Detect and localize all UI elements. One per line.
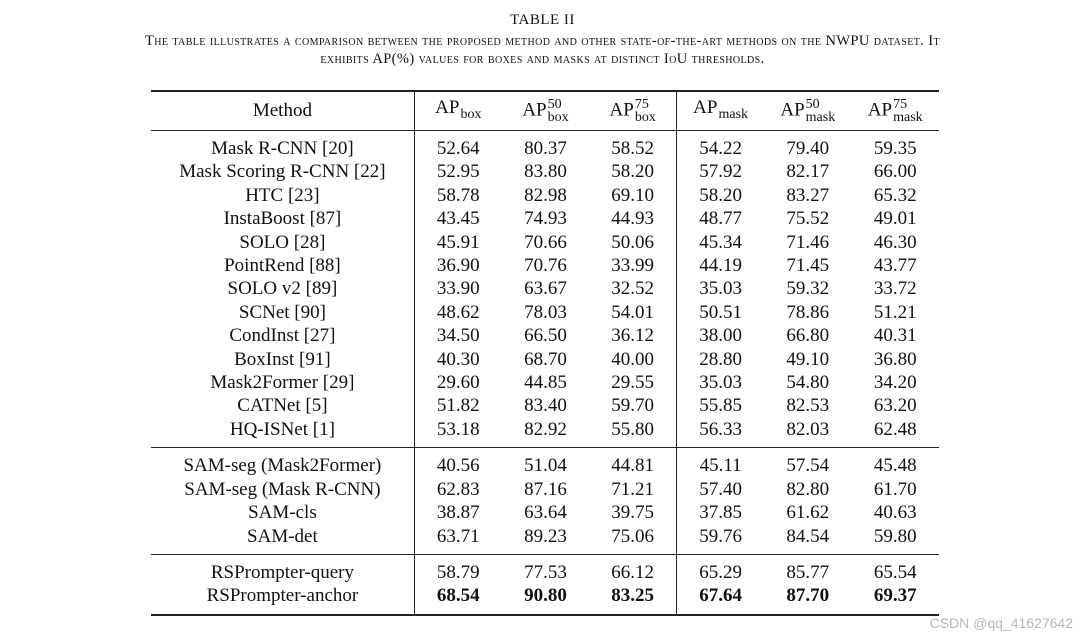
- table-row: [151, 501, 939, 524]
- value-cell: 65.32: [873, 184, 917, 206]
- value-cell: 36.90: [414, 254, 501, 277]
- table-row: [151, 584, 939, 614]
- value-cell: 83.40: [524, 395, 567, 417]
- value-cell: 83.27: [786, 184, 830, 206]
- value-cell: 74.93: [524, 208, 567, 230]
- method-cell: PointRend [88]: [224, 255, 341, 277]
- value-cell: 66.80: [786, 325, 830, 347]
- value-cell: 59.35: [873, 138, 917, 159]
- table-row: [151, 554, 939, 584]
- value-cell: 45.34: [677, 231, 764, 254]
- value-cell: 54.01: [611, 301, 655, 323]
- method-cell: BoxInst [91]: [234, 348, 331, 370]
- value-cell: 28.80: [677, 348, 764, 371]
- value-cell: 51.82: [414, 394, 501, 417]
- method-cell: InstaBoost [87]: [223, 208, 342, 230]
- method-cell: SAM-det: [247, 525, 318, 547]
- value-cell: 70.76: [524, 255, 567, 277]
- value-cell: 78.86: [786, 301, 830, 323]
- watermark: CSDN @qq_41627642: [929, 615, 1073, 631]
- value-cell: 75.06: [611, 525, 655, 547]
- header-ap-mask: $AP_{mask}$: [677, 91, 764, 131]
- table-row: [151, 525, 939, 555]
- value-cell: 34.20: [873, 372, 917, 394]
- value-cell: 48.62: [414, 301, 501, 324]
- value-cell: 51.04: [524, 455, 567, 477]
- value-cell: 61.70: [873, 478, 917, 500]
- method-cell: Mask R-CNN [20]: [211, 138, 354, 159]
- value-cell: 33.99: [611, 255, 655, 277]
- value-cell: 40.31: [873, 325, 917, 347]
- value-cell: 40.00: [611, 348, 655, 370]
- value-cell: 66.00: [873, 161, 917, 183]
- results-table: [151, 90, 939, 616]
- value-cell: 71.46: [786, 231, 830, 253]
- table-row: [151, 371, 939, 394]
- value-cell: 59.76: [677, 525, 764, 555]
- value-cell: 56.33: [677, 418, 764, 448]
- value-cell: 58.78: [414, 184, 501, 207]
- value-cell: 44.19: [677, 254, 764, 277]
- table-row: [151, 231, 939, 254]
- value-cell: 82.17: [786, 161, 830, 183]
- value-cell: 82.53: [786, 395, 830, 417]
- table-row: [151, 394, 939, 417]
- value-cell: 54.22: [677, 131, 764, 161]
- value-cell: 40.56: [414, 448, 501, 478]
- value-cell: 38.87: [414, 501, 501, 524]
- value-cell: 59.32: [786, 278, 830, 300]
- value-cell: 78.03: [524, 301, 567, 323]
- method-cell: Mask2Former [29]: [210, 372, 355, 394]
- value-cell: 65.54: [873, 561, 917, 583]
- table-row: [151, 348, 939, 371]
- value-cell: 44.81: [611, 455, 655, 477]
- value-cell: 68.70: [524, 348, 567, 370]
- value-cell: 45.48: [873, 455, 917, 477]
- value-cell: 89.23: [524, 525, 567, 547]
- value-cell: 43.77: [873, 255, 917, 277]
- method-cell: SCNet [90]: [238, 301, 326, 323]
- value-cell: 85.77: [786, 561, 830, 583]
- table-row: [151, 131, 939, 161]
- value-cell: 63.71: [414, 525, 501, 555]
- value-cell: 82.80: [786, 478, 830, 500]
- value-cell: 52.95: [414, 160, 501, 183]
- value-cell: 36.80: [873, 348, 917, 370]
- value-cell: 34.50: [414, 324, 501, 347]
- value-cell: 52.64: [414, 131, 501, 161]
- header-ap50-mask: AP 50 mask: [780, 97, 836, 125]
- value-cell: 43.45: [414, 207, 501, 230]
- value-cell: 46.30: [873, 231, 917, 253]
- caption-line-2: exhibits AP(%) values for boxes and masks at distinct IoU thresholds.: [320, 51, 765, 67]
- value-cell: 58.20: [611, 161, 655, 183]
- value-cell: 35.03: [677, 371, 764, 394]
- value-cell: 70.66: [524, 231, 567, 253]
- value-cell: 80.37: [524, 138, 567, 159]
- value-cell: 84.54: [786, 525, 830, 547]
- value-cell: 51.21: [873, 301, 917, 323]
- header-method: Method: [252, 100, 312, 121]
- value-cell: 54.80: [786, 372, 830, 394]
- value-cell: 29.60: [414, 371, 501, 394]
- table-title: TABLE II: [510, 12, 575, 28]
- value-cell: 32.52: [611, 278, 655, 300]
- table-row: [151, 207, 939, 230]
- value-cell: 38.00: [677, 324, 764, 347]
- value-cell: 40.30: [414, 348, 501, 371]
- value-cell: 83.25: [611, 585, 655, 607]
- value-cell: 82.92: [524, 418, 567, 440]
- value-cell: 71.21: [611, 478, 655, 500]
- value-cell: 40.63: [873, 502, 917, 524]
- method-cell: Mask Scoring R-CNN [22]: [179, 161, 386, 183]
- table-row: [151, 478, 939, 501]
- value-cell: 65.29: [677, 554, 764, 584]
- header-ap75-box: AP 75 box: [609, 97, 656, 125]
- value-cell: 57.92: [677, 160, 764, 183]
- value-cell: 63.64: [524, 502, 567, 524]
- table-row: [151, 301, 939, 324]
- value-cell: 29.55: [611, 372, 655, 394]
- value-cell: 82.03: [786, 418, 830, 440]
- value-cell: 62.48: [873, 418, 917, 440]
- method-cell: RSPrompter-anchor: [206, 585, 359, 607]
- value-cell: 58.79: [414, 554, 501, 584]
- value-cell: 49.01: [873, 208, 917, 230]
- value-cell: 45.91: [414, 231, 501, 254]
- table-row: [151, 277, 939, 300]
- value-cell: 57.40: [677, 478, 764, 501]
- table-row: [151, 418, 939, 448]
- value-cell: 61.62: [786, 502, 830, 524]
- method-cell: CondInst [27]: [229, 325, 336, 347]
- method-cell: SAM-cls: [248, 502, 317, 524]
- value-cell: 35.03: [677, 277, 764, 300]
- method-cell: HQ-ISNet [1]: [229, 418, 335, 440]
- value-cell: 87.70: [786, 585, 830, 607]
- table-row: [151, 448, 939, 478]
- value-cell: 58.20: [677, 184, 764, 207]
- table-row: [151, 324, 939, 347]
- value-cell: 67.64: [677, 584, 764, 614]
- value-cell: 57.54: [786, 455, 830, 477]
- table-body: [151, 131, 939, 615]
- header-ap50-box: AP 50 box: [522, 97, 569, 125]
- value-cell: 37.85: [677, 501, 764, 524]
- value-cell: 90.80: [524, 585, 567, 607]
- value-cell: 36.12: [611, 325, 655, 347]
- value-cell: 63.67: [524, 278, 567, 300]
- caption-line-1: The table illustrates a comparison between the proposed method and other state-of-the-art methods on the NWPU dataset. It: [144, 33, 941, 49]
- header-ap-box: $AP_{box}$: [414, 91, 501, 131]
- value-cell: 66.50: [524, 325, 567, 347]
- value-cell: 79.40: [786, 138, 830, 159]
- method-cell: HTC [23]: [245, 184, 320, 206]
- method-cell: SOLO v2 [89]: [227, 278, 338, 300]
- value-cell: 75.52: [786, 208, 830, 230]
- method-cell: CATNet [5]: [237, 395, 328, 417]
- value-cell: 83.80: [524, 161, 567, 183]
- value-cell: 33.72: [873, 278, 917, 300]
- value-cell: 58.52: [611, 138, 655, 159]
- value-cell: 39.75: [611, 502, 655, 524]
- table-row: [151, 254, 939, 277]
- table-row: [151, 184, 939, 207]
- value-cell: 68.54: [414, 584, 501, 614]
- value-cell: 49.10: [786, 348, 830, 370]
- method-cell: RSPrompter-query: [210, 561, 354, 583]
- value-cell: 50.51: [677, 301, 764, 324]
- value-cell: 82.98: [524, 184, 567, 206]
- value-cell: 69.37: [873, 585, 917, 607]
- value-cell: 55.85: [677, 394, 764, 417]
- value-cell: 87.16: [524, 478, 567, 500]
- value-cell: 48.77: [677, 207, 764, 230]
- value-cell: 71.45: [786, 255, 830, 277]
- value-cell: 45.11: [677, 448, 764, 478]
- method-cell: SAM-seg (Mask2Former): [183, 455, 382, 477]
- value-cell: 55.80: [611, 418, 655, 440]
- value-cell: 77.53: [524, 561, 567, 583]
- header-ap75-mask: AP 75 mask: [867, 97, 923, 125]
- value-cell: 33.90: [414, 277, 501, 300]
- method-cell: SOLO [28]: [239, 231, 326, 253]
- value-cell: 44.93: [611, 208, 655, 230]
- value-cell: 59.80: [873, 525, 917, 547]
- value-cell: 44.85: [524, 372, 567, 394]
- value-cell: 53.18: [414, 418, 501, 448]
- value-cell: 66.12: [611, 561, 655, 583]
- value-cell: 50.06: [611, 231, 655, 253]
- table-row: [151, 160, 939, 183]
- value-cell: 59.70: [611, 395, 655, 417]
- method-cell: SAM-seg (Mask R-CNN): [184, 478, 381, 500]
- value-cell: 63.20: [873, 395, 917, 417]
- value-cell: 69.10: [611, 184, 655, 206]
- value-cell: 62.83: [414, 478, 501, 501]
